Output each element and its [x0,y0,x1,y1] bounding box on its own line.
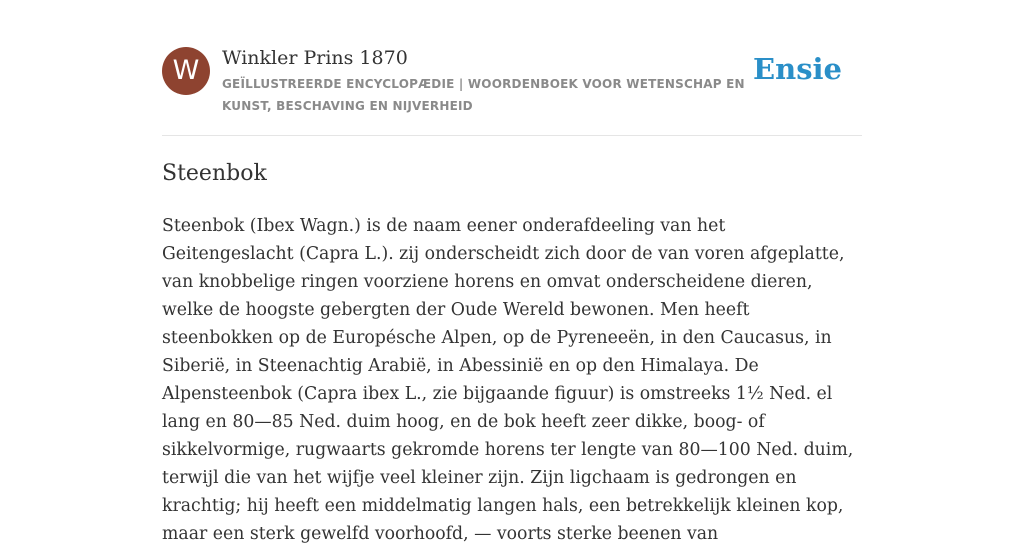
ensie-logo-link[interactable]: Ensie [753,52,842,86]
source-subtitle: GEÏLLUSTREERDE ENCYCLOPÆDIE | WOORDENBOEK VOOR WETENSCHAP EN KUNST, BESCHAVING EN NIJVERHEID [222,77,745,113]
article-title: Steenbok [162,161,267,186]
page [162,0,862,544]
source-avatar[interactable]: W [162,47,210,95]
source-header [162,0,862,136]
article-body: Steenbok (Ibex Wagn.) is de naam eener onderafdeeling van het Geitengeslacht (Capra L.). zij onderscheidt zich door de van voren afgeplatte, van knobbelige ringen voorziene horens en omvat onderscheidene dieren, welke de hoogste gebergten der Oude Wereld bewonen. Men heeft steenbokken op de Europésche Alpen, op de Pyreneeën, in den Caucasus, in Siberië, in Steenachtig Arabië, in Abessinië en op den Himalaya. De Alpensteenbok (Capra ibex L., zie bijgaande figuur) is omstreeks 1½ Ned. el lang en 80—85 Ned. duim hoog, en de bok heeft zeer dikke, boog- of sikkelvormige, rugwaarts gekromde horens ter lengte van 80—100 Ned. duim, terwijl die van het wijfje veel kleiner zijn. Zijn ligchaam is gedrongen en krachtig; hij heeft een middelmatig langen hals, een betrekkelijk kleinen kop, maar een sterk gewelfd voorhoofd, — voorts sterke beenen van [162,216,854,544]
source-title[interactable]: Winkler Prins 1870 [222,47,408,69]
